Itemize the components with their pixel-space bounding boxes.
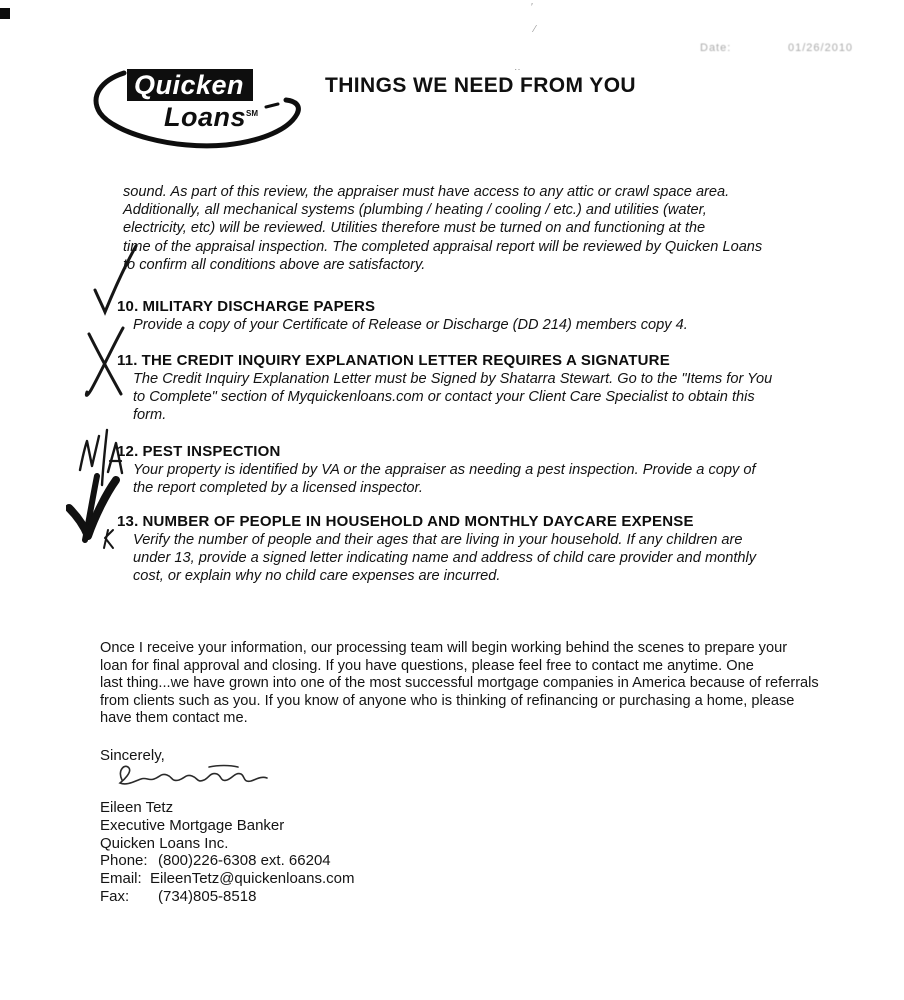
item-12-body-line: Your property is identified by VA or the appraiser as needing a pest inspection. Provide a copy of — [133, 462, 756, 478]
item-10-number: 10. — [117, 298, 139, 315]
closing-line: from clients such as you. If you know of anyone who is thinking of refinancing or purchasing a home, please — [100, 692, 795, 709]
item-11-body-line: form. — [133, 407, 167, 424]
contact-email-row — [100, 870, 355, 888]
logo-word-loans — [164, 102, 258, 133]
item-13-body-line: under 13, provide a signed letter indicating name and address of child care provider and monthly — [133, 550, 757, 567]
email-value: EileenTetz@quickenloans.com — [150, 870, 355, 888]
closing-line: have them contact me. — [100, 710, 248, 727]
contact-phone-row — [100, 852, 355, 870]
intro-line: Additionally, all mechanical systems (plumbing / heating / cooling / etc.) and utilities (water, — [123, 202, 707, 219]
item-12-body-line: the report completed by a licensed inspector. — [133, 480, 423, 497]
item-12-heading — [117, 443, 280, 460]
item-10-body-line: Provide a copy of your Certificate of Release or Discharge (DD 214) members copy 4. — [133, 317, 688, 333]
closing-paragraph — [100, 640, 819, 728]
date-label: Date: — [700, 42, 732, 54]
item-11-title: THE CREDIT INQUIRY EXPLANATION LETTER REQUIRES A SIGNATURE — [141, 352, 670, 369]
contact-job-title: Executive Mortgage Banker — [100, 816, 285, 834]
closing-line: Once I receive your information, our processing team will begin working behind the scenes to prepare your — [100, 640, 788, 656]
item-11-body — [133, 370, 772, 425]
item-13-number: 13. — [117, 513, 139, 530]
contact-company: Quicken Loans Inc. — [100, 834, 229, 852]
faint-date-row — [700, 42, 900, 54]
item-10-heading — [117, 298, 375, 315]
phone-value: (800)226-6308 ext. 66204 — [158, 852, 331, 870]
item-12-number: 12. — [117, 443, 139, 460]
intro-line: electricity, etc) will be reviewed. Utilities therefore must be turned on and functioning at the — [123, 220, 706, 237]
item-11-body-line: The Credit Inquiry Explanation Letter must be Signed by Shatarra Stewart. Go to the "Items for You — [133, 371, 773, 387]
scan-speck: ′ — [531, 2, 533, 13]
quicken-loans-logo — [88, 58, 314, 154]
scan-speck: ⁄ — [534, 24, 536, 35]
intro-paragraph — [123, 183, 762, 274]
item-13-body-line: Verify the number of people and their ages that are living in your household. If any children are — [133, 532, 743, 548]
intro-line: sound. As part of this review, the appraiser must have access to any attic or crawl space area. — [123, 184, 730, 200]
item-13-title: NUMBER OF PEOPLE IN HOUSEHOLD AND MONTHLY DAYCARE EXPENSE — [142, 513, 694, 530]
handwritten-bold-checkmark-item13-icon — [66, 472, 130, 552]
logo-word-quicken: Quicken — [127, 69, 253, 101]
email-label: Email: — [100, 870, 142, 888]
item-11-number: 11. — [117, 352, 138, 369]
item-13-body-line: cost, or explain why no child care expenses are incurred. — [133, 568, 501, 585]
intro-line: time of the appraisal inspection. The completed appraisal report will be reviewed by Quicken Loans — [123, 238, 763, 255]
item-10-title: MILITARY DISCHARGE PAPERS — [142, 298, 376, 315]
item-12-body — [133, 461, 756, 497]
contact-fax-row — [100, 888, 355, 906]
scan-artifact-mark — [0, 8, 10, 19]
closing-line: loan for final approval and closing. If you have questions, please feel free to contact me anytime. One — [100, 657, 754, 674]
item-10-body — [133, 316, 688, 334]
fax-value: (734)805-8518 — [158, 887, 257, 905]
logo-loans-text: Loans — [164, 102, 247, 132]
item-11-heading — [117, 352, 670, 369]
contact-block — [100, 799, 355, 906]
closing-line: last thing...we have grown into one of the most successful mortgage companies in America because of referrals — [100, 675, 819, 692]
intro-line: to confirm all conditions above are satisfactory. — [123, 256, 426, 273]
phone-label: Phone: — [100, 852, 148, 870]
item-11-body-line: to Complete" section of Myquickenloans.com or contact your Client Care Specialist to obtain this — [133, 389, 755, 406]
item-13-body — [133, 531, 756, 586]
fax-label: Fax: — [100, 887, 130, 905]
logo-servicemark: SM — [246, 109, 259, 118]
item-12-title: PEST INSPECTION — [142, 443, 281, 460]
page-title: THINGS WE NEED FROM YOU — [325, 74, 636, 97]
item-13-heading — [117, 513, 694, 530]
valediction: Sincerely, — [100, 747, 165, 764]
contact-name: Eileen Tetz — [100, 799, 174, 816]
date-value: 01/26/2010 — [788, 42, 854, 54]
scan-speck: ‥ — [514, 62, 521, 73]
